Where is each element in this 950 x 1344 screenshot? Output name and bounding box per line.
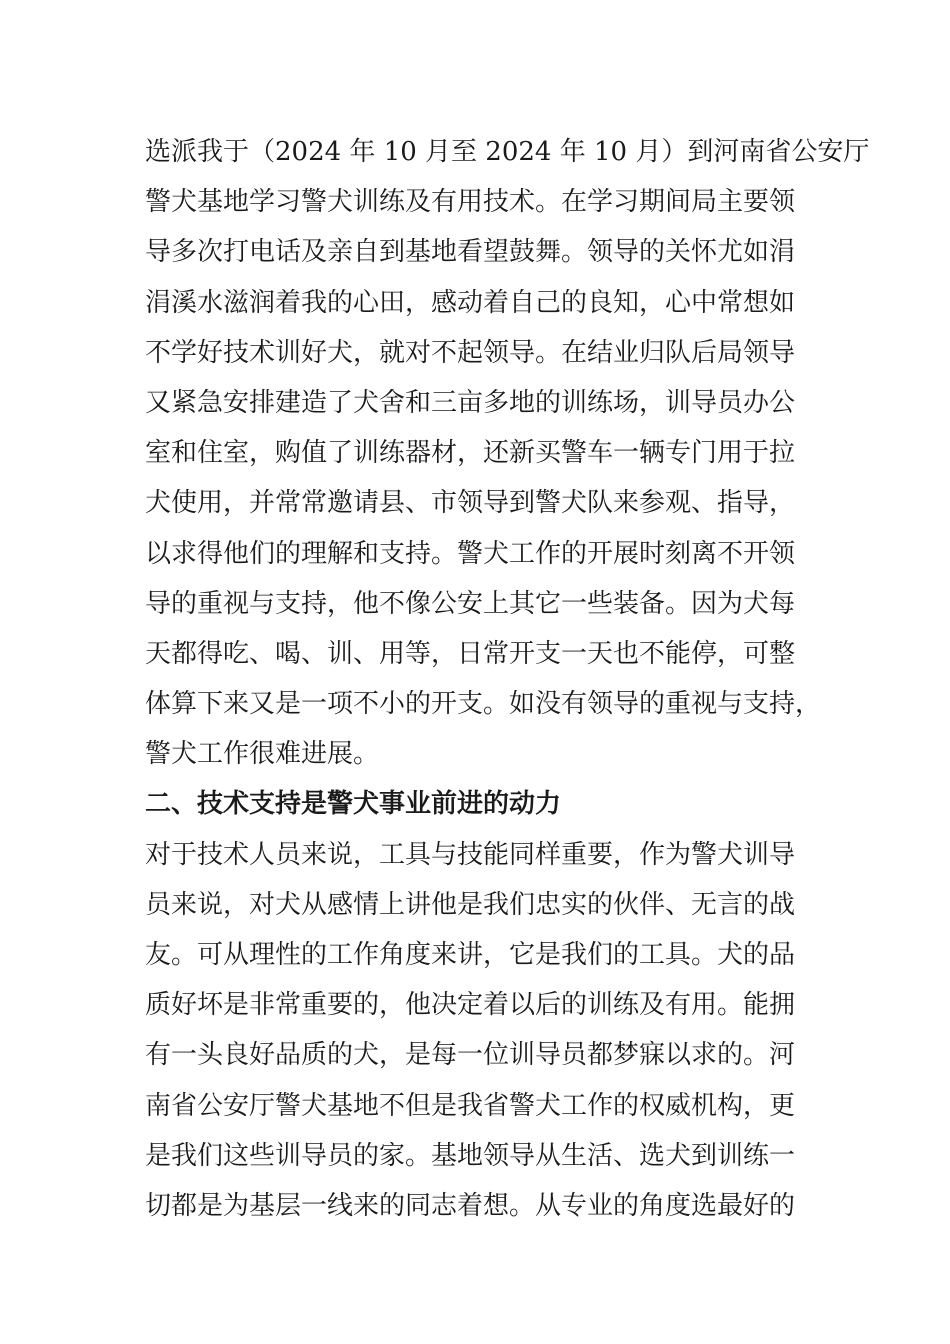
paragraph-line: 警犬基地学习警犬训练及有用技术。在学习期间局主要领 (145, 187, 796, 218)
paragraph-line: 涓溪水滋润着我的心田，感动着自己的良知，心中常想如 (145, 287, 796, 318)
paragraph-line: 选派我于（2024 年 10 月至 2024 年 10 月）到河南省公安厅 (145, 137, 870, 167)
paragraph-line: 室和住室，购值了训练器材，还新买警车一辆专门用于拉 (145, 438, 796, 469)
paragraph-line: 质好坏是非常重要的，他决定着以后的训练及有用。能拥 (145, 990, 796, 1021)
paragraph-line: 导的重视与支持，他不像公安上其它一些装备。因为犬每 (145, 588, 796, 619)
paragraph-line: 天都得吃、喝、训、用等，日常开支一天也不能停，可整 (145, 638, 796, 669)
section-heading: 二、技术支持是警犬事业前进的动力 (145, 789, 562, 820)
paragraph-line: 员来说，对犬从感情上讲他是我们忠实的伙伴、无言的战 (145, 889, 796, 920)
paragraph-line: 体算下来又是一项不小的开支。如没有领导的重视与支持， (145, 689, 822, 720)
paragraph-line: 友。可从理性的工作角度来讲，它是我们的工具。犬的品 (145, 940, 796, 970)
paragraph-line: 导多次打电话及亲自到基地看望鼓舞。领导的关怀尤如涓 (145, 237, 796, 268)
paragraph-line: 警犬工作很难进展。 (145, 739, 380, 770)
paragraph-line: 切都是为基层一线来的同志着想。从专业的角度选最好的 (145, 1190, 796, 1221)
document-body (145, 127, 870, 1231)
paragraph-line: 以求得他们的理解和支持。警犬工作的开展时刻离不开领 (145, 538, 796, 569)
paragraph-line: 又紧急安排建造了犬舍和三亩多地的训练场，训导员办公 (145, 387, 796, 418)
paragraph-line: 犬使用，并常常邀请县、市领导到警犬队来参观、指导， (145, 488, 796, 519)
paragraph-line: 南省公安厅警犬基地不但是我省警犬工作的权威机构，更 (145, 1090, 796, 1121)
paragraph-line: 对于技术人员来说，工具与技能同样重要，作为警犬训导 (145, 839, 796, 870)
paragraph-line: 有一头良好品质的犬，是每一位训导员都梦寐以求的。河 (145, 1040, 796, 1071)
paragraph-line: 不学好技术训好犬，就对不起领导。在结业归队后局领导 (145, 337, 796, 368)
paragraph-line: 是我们这些训导员的家。基地领导从生活、选犬到训练一 (145, 1140, 796, 1171)
